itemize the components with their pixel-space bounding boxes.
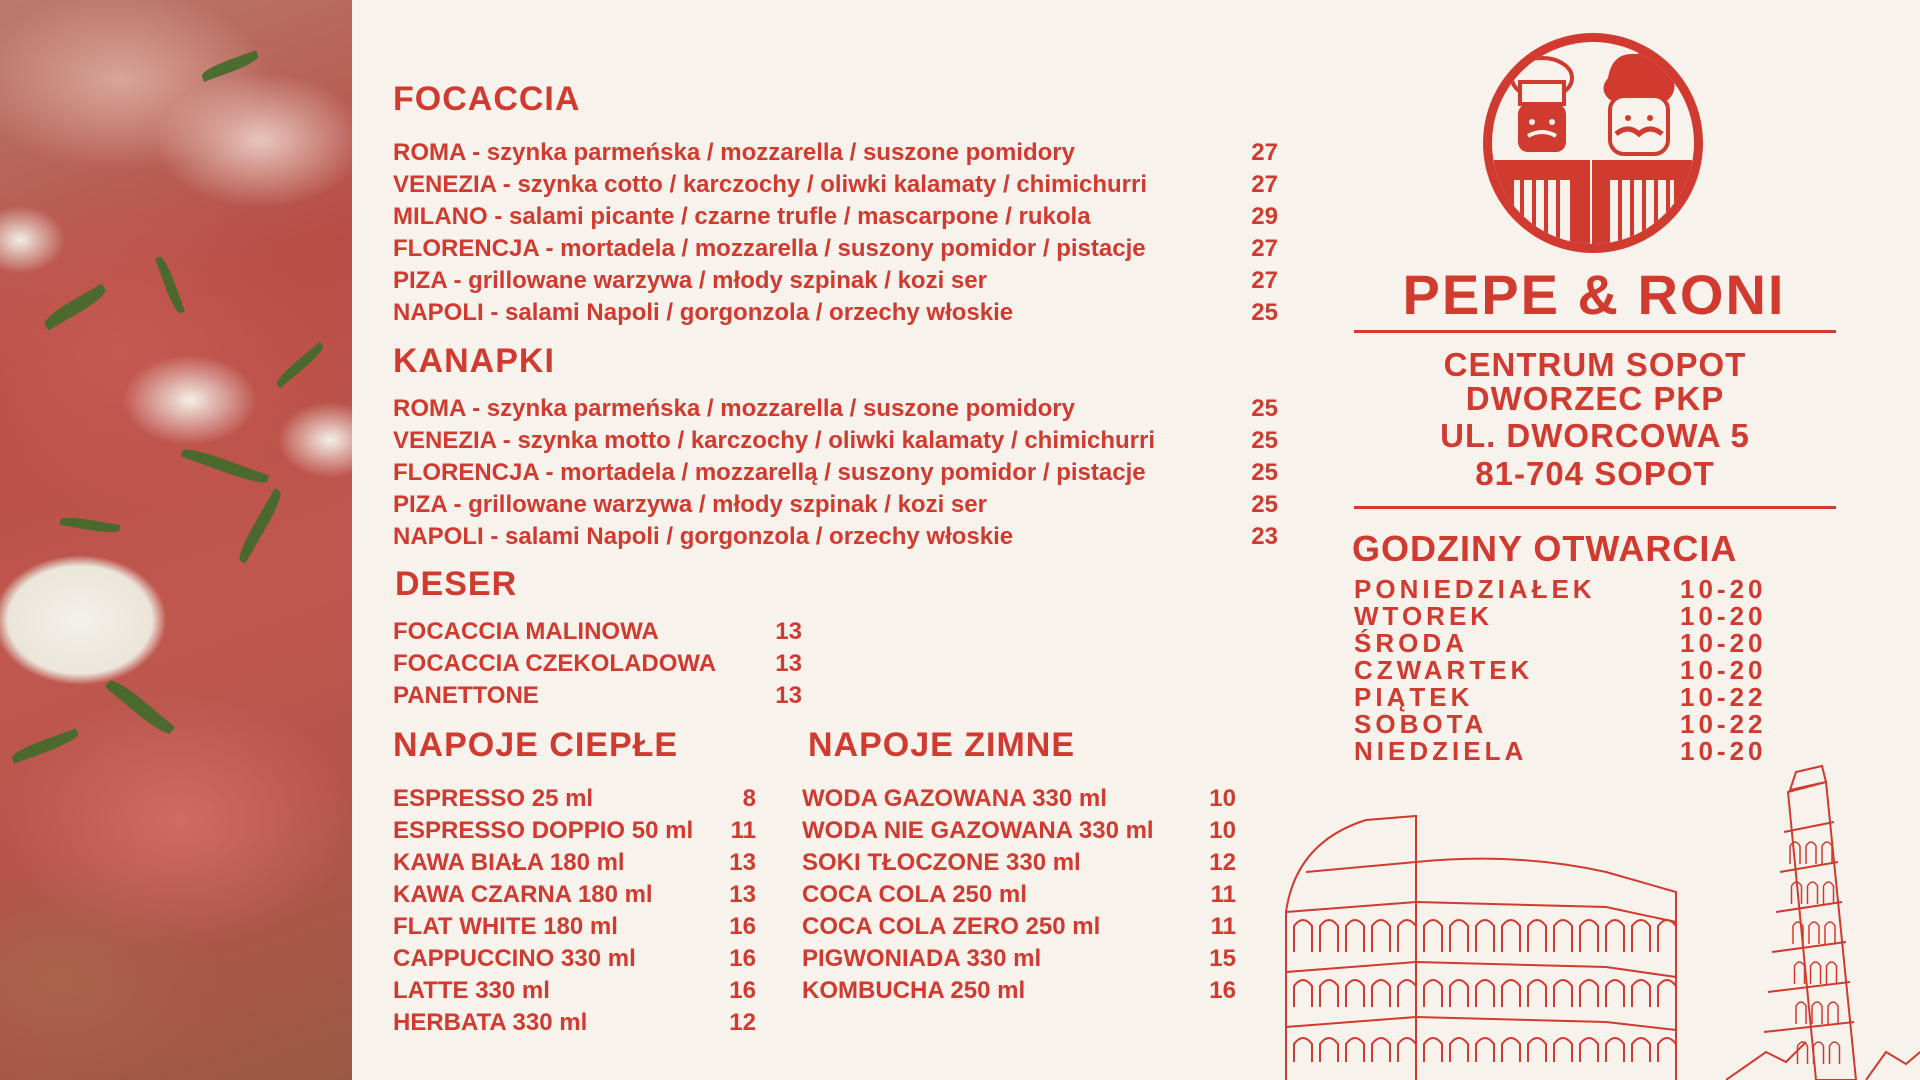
menu-item-price: 27 <box>1251 139 1278 166</box>
menu-item-name: FLORENCJA - mortadela / mozzarellą / suszony pomidor / pistacje <box>393 459 1146 486</box>
arch-icon <box>1476 920 1494 952</box>
tower-arch-icon <box>1809 922 1819 944</box>
arch-icon <box>1424 980 1442 1007</box>
arch-icon <box>1554 1038 1572 1062</box>
arch-icon <box>1658 1038 1676 1062</box>
menu-item-price: 29 <box>1251 203 1278 230</box>
arch-icon <box>1372 980 1390 1007</box>
menu-item-name: HERBATA 330 ml <box>393 1009 588 1036</box>
arch-icon <box>1346 920 1364 952</box>
arch-icon <box>1606 920 1624 952</box>
arch-icon <box>1502 980 1520 1007</box>
arch-icon <box>1580 920 1598 952</box>
arch-icon <box>1398 920 1416 952</box>
arch-icon <box>1294 920 1312 952</box>
menu-item-price: 27 <box>1251 267 1278 294</box>
arch-icon <box>1398 980 1416 1007</box>
hours-day: PONIEDZIAŁEK <box>1354 574 1596 604</box>
hours-time: 10-22 <box>1680 682 1767 712</box>
tower-arch-icon <box>1795 962 1805 984</box>
menu-item-price: 25 <box>1251 395 1278 422</box>
arch-icon <box>1632 980 1650 1007</box>
napoje-cieple-title: NAPOJE CIEPŁE <box>393 726 679 764</box>
tower-arch-icon <box>1808 882 1818 904</box>
hours-day: ŚRODA <box>1354 628 1468 658</box>
menu-item-name: NAPOLI - salami Napoli / gorgonzola / orzechy włoskie <box>393 299 1014 326</box>
arch-icon <box>1502 1038 1520 1062</box>
menu-item-name: LATTE 330 ml <box>393 977 550 1004</box>
deser-title: DESER <box>395 565 518 603</box>
arch-icon <box>1320 980 1338 1007</box>
menu-item-name: COCA COLA ZERO 250 ml <box>802 913 1101 940</box>
menu-item-price: 23 <box>1251 523 1278 550</box>
menu-item-price: 13 <box>729 849 756 876</box>
menu-item-name: VENEZIA - szynka cotto / karczochy / oliwki kalamaty / chimichurri <box>393 171 1148 198</box>
menu-item-name: COCA COLA 250 ml <box>802 881 1027 908</box>
menu-item-price: 25 <box>1251 459 1278 486</box>
arch-icon <box>1554 980 1572 1007</box>
arch-icon <box>1294 1038 1312 1062</box>
arch-icon <box>1528 980 1546 1007</box>
brand-name: PEPE & RONI <box>1402 263 1786 326</box>
menu-item-name: MILANO - salami picante / czarne trufle / mascarpone / rukola <box>393 203 1091 230</box>
menu-item-name: FLORENCJA - mortadela / mozzarella / suszony pomidor / pistacje <box>393 235 1146 262</box>
menu-item-price: 16 <box>729 913 756 940</box>
tower-arch-icon <box>1806 842 1816 864</box>
arch-icon <box>1606 1038 1624 1062</box>
arch-icon <box>1424 1038 1442 1062</box>
menu-item-price: 27 <box>1251 171 1278 198</box>
menu-item-name: PIZA - grillowane warzywa / młody szpinak / kozi ser <box>393 267 987 294</box>
hours-time: 10-22 <box>1680 709 1767 739</box>
tower-arch-icon <box>1812 1002 1822 1024</box>
menu-item-name: FOCACCIA CZEKOLADOWA <box>393 650 717 677</box>
menu-item-name: VENEZIA - szynka motto / karczochy / oliwki kalamaty / chimichurri <box>393 427 1156 454</box>
menu-item-name: ROMA - szynka parmeńska / mozzarella / suszone pomidory <box>393 395 1075 422</box>
menu-item-price: 13 <box>775 682 802 709</box>
colosseum-icon <box>1276 812 1686 1080</box>
menu-item-price: 27 <box>1251 235 1278 262</box>
tower-arch-icon <box>1828 1002 1838 1024</box>
hours-title: GODZINY OTWARCIA <box>1352 528 1738 569</box>
arch-icon <box>1320 920 1338 952</box>
menu-item-price: 25 <box>1251 299 1278 326</box>
menu-item-name: ESPRESSO DOPPIO 50 ml <box>393 817 694 844</box>
arch-icon <box>1658 920 1676 952</box>
hours-time: 10-20 <box>1680 574 1767 604</box>
menu-item-name: FLAT WHITE 180 ml <box>393 913 618 940</box>
napoje-zimne-title: NAPOJE ZIMNE <box>808 726 1076 764</box>
menu-item-price: 11 <box>1210 913 1236 940</box>
arch-icon <box>1528 920 1546 952</box>
address-line-2: DWORZEC PKP <box>1465 380 1725 417</box>
arch-icon <box>1580 1038 1598 1062</box>
tower-arch-icon <box>1830 1042 1840 1064</box>
arch-icon <box>1450 1038 1468 1062</box>
menu-item-name: SOKI TŁOCZONE 330 ml <box>802 849 1081 876</box>
hours-day: NIEDZIELA <box>1354 736 1528 766</box>
arch-icon <box>1424 920 1442 952</box>
arch-icon <box>1476 980 1494 1007</box>
menu-item-price: 13 <box>729 881 756 908</box>
arch-icon <box>1476 1038 1494 1062</box>
menu-item-name: ROMA - szynka parmeńska / mozzarella / suszone pomidory <box>393 139 1075 166</box>
arch-icon <box>1528 1038 1546 1062</box>
menu-item-price: 25 <box>1251 427 1278 454</box>
menu-item-name: WODA GAZOWANA 330 ml <box>802 785 1107 812</box>
menu-item-name: PIGWONIADA 330 ml <box>802 945 1042 972</box>
menu-item-price: 15 <box>1209 945 1236 972</box>
tower-arch-icon <box>1796 1002 1806 1024</box>
menu-item-name: PIZA - grillowane warzywa / młody szpinak / kozi ser <box>393 491 987 518</box>
divider-bottom <box>1354 506 1836 509</box>
menu-item-price: 10 <box>1209 785 1236 812</box>
menu-item-name: PANETTONE <box>393 682 539 709</box>
arch-icon <box>1554 920 1572 952</box>
hours-time: 10-20 <box>1680 628 1767 658</box>
arch-icon <box>1632 920 1650 952</box>
hours-day: SOBOTA <box>1354 709 1488 739</box>
hours-day: WTOREK <box>1354 601 1494 631</box>
hours-day: PIĄTEK <box>1354 682 1474 712</box>
hours-time: 10-20 <box>1680 601 1767 631</box>
menu-item-name: KAWA CZARNA 180 ml <box>393 881 653 908</box>
tower-arch-icon <box>1822 842 1832 864</box>
kanapki-title: KANAPKI <box>393 342 555 380</box>
hours-time: 10-20 <box>1680 736 1767 766</box>
menu-item-price: 11 <box>1210 881 1236 908</box>
arch-icon <box>1606 980 1624 1007</box>
menu-item-price: 12 <box>729 1009 756 1036</box>
address-line-1: CENTRUM SOPOT <box>1443 346 1747 383</box>
hours-time: 10-20 <box>1680 655 1767 685</box>
arch-icon <box>1580 980 1598 1007</box>
menu-item-price: 13 <box>775 618 802 645</box>
menu-item-price: 11 <box>730 817 756 844</box>
arch-icon <box>1398 1038 1416 1062</box>
menu-item-price: 16 <box>729 945 756 972</box>
hours-day: CZWARTEK <box>1354 655 1534 685</box>
menu-item-price: 13 <box>775 650 802 677</box>
arch-icon <box>1294 980 1312 1007</box>
arch-icon <box>1658 980 1676 1007</box>
tower-arch-icon <box>1827 962 1837 984</box>
address-line-4: 81-704 SOPOT <box>1475 455 1715 492</box>
focaccia-title: FOCACCIA <box>393 80 581 118</box>
menu-item-name: FOCACCIA MALINOWA <box>393 618 659 645</box>
tower-arch-icon <box>1825 922 1835 944</box>
arch-icon <box>1450 920 1468 952</box>
tower-arch-icon <box>1824 882 1834 904</box>
menu-item-price: 12 <box>1209 849 1236 876</box>
arch-icon <box>1502 920 1520 952</box>
menu-item-name: NAPOLI - salami Napoli / gorgonzola / orzechy włoskie <box>393 523 1014 550</box>
menu-item-name: ESPRESSO 25 ml <box>393 785 594 812</box>
menu-item-price: 16 <box>729 977 756 1004</box>
address-line-3: UL. DWORCOWA 5 <box>1440 417 1750 454</box>
arch-icon <box>1346 980 1364 1007</box>
arch-icon <box>1450 980 1468 1007</box>
arch-icon <box>1632 1038 1650 1062</box>
leaning-tower-icon <box>1726 752 1920 1080</box>
divider-top <box>1354 330 1836 333</box>
menu-item-name: WODA NIE GAZOWANA 330 ml <box>802 817 1154 844</box>
arch-icon <box>1372 1038 1390 1062</box>
menu-item-name: KOMBUCHA 250 ml <box>802 977 1026 1004</box>
menu-item-price: 25 <box>1251 491 1278 518</box>
menu-item-name: CAPPUCCINO 330 ml <box>393 945 636 972</box>
arch-icon <box>1372 920 1390 952</box>
menu-item-name: KAWA BIAŁA 180 ml <box>393 849 625 876</box>
arch-icon <box>1320 1038 1338 1062</box>
arch-icon <box>1346 1038 1364 1062</box>
menu-item-price: 16 <box>1209 977 1236 1004</box>
menu-item-price: 8 <box>742 785 756 812</box>
tower-arch-icon <box>1811 962 1821 984</box>
chefs-logo-icon <box>1480 30 1706 256</box>
menu-item-price: 10 <box>1209 817 1236 844</box>
